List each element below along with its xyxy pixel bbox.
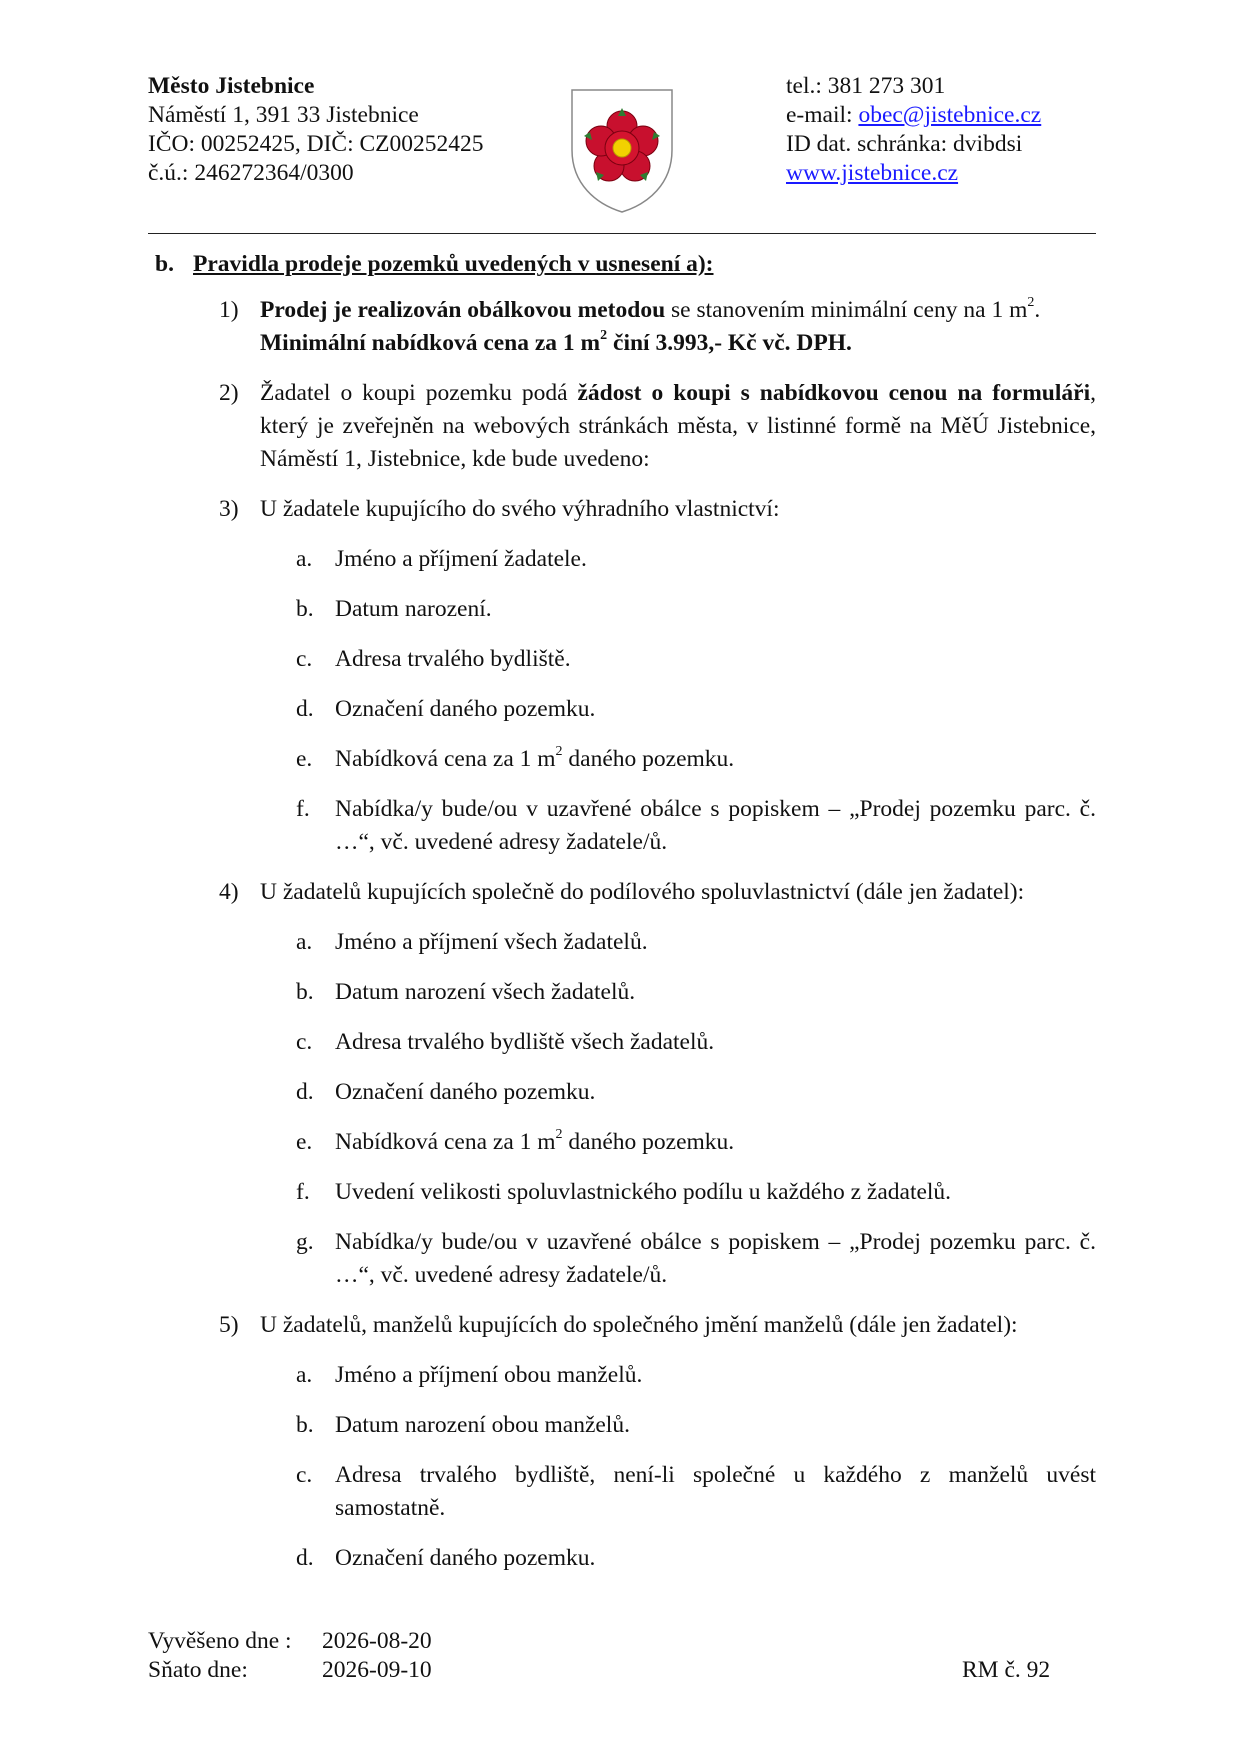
sub-item-5c: c. Adresa trvalého bydliště, není-li společné u každého z manželů uvést samostatně.	[296, 1462, 1096, 1521]
sub-item-5d: d. Označení daného pozemku.	[296, 1545, 596, 1571]
sub-item-4a: a. Jméno a příjmení všech žadatelů.	[296, 929, 648, 955]
org-ico-dic: IČO: 00252425, DIČ: CZ00252425	[148, 131, 484, 157]
rule-item-3: 3) U žadatele kupujícího do svého výhradního vlastnictví:	[219, 496, 780, 522]
sub-item-4f: f. Uvedení velikosti spoluvlastnického podílu u každého z žadatelů.	[296, 1179, 952, 1205]
header-right	[786, 72, 1041, 188]
section-label: b.	[155, 251, 174, 277]
org-address: Náměstí 1, 391 33 Jistebnice	[148, 102, 419, 128]
org-account: č.ú.: 246272364/0300	[148, 160, 354, 186]
sub-item-3f: f. Nabídka/y bude/ou v uzavřené obálce s popiskem – „Prodej pozemku parc. č. …“, vč. uvedené adresy žadatele/ů.	[296, 796, 1096, 855]
sub-item-4g: g. Nabídka/y bude/ou v uzavřené obálce s popiskem – „Prodej pozemku parc. č. …“, vč. uvedené adresy žadatele/ů.	[296, 1229, 1096, 1288]
sub-item-4b: b. Datum narození všech žadatelů.	[296, 979, 636, 1005]
resolution-number: RM č. 92	[962, 1657, 1051, 1683]
rule-item-5: 5) U žadatelů, manželů kupujících do společného jmění manželů (dále jen žadatel):	[219, 1312, 1018, 1338]
rule-item-2: 2) Žadatel o koupi pozemku podá žádost o koupi s nabídkovou cenou na formuláři, který je zveřejněn na webových stránkách města, v listinné formě na MěÚ Jistebnice, Náměstí 1, Jistebnice, kde bude uvedeno:	[219, 380, 1096, 472]
org-email-line: e-mail: obec@jistebnice.cz	[786, 102, 1042, 128]
sub-item-3c: c. Adresa trvalého bydliště.	[296, 646, 571, 672]
removed-line: Sňato dne: 2026-09-10	[148, 1657, 432, 1683]
removed-date: 2026-09-10	[322, 1657, 432, 1683]
sub-item-4e: e. Nabídková cena za 1 $m^2$ daného pozemku.	[296, 1127, 735, 1155]
sub-item-5a: a. Jméno a příjmení obou manželů.	[296, 1362, 643, 1388]
sub-item-3e: e. Nabídková cena za 1 $m^2$ daného pozemku.	[296, 744, 735, 772]
rule-item-1: 1) Prodej je realizován obálkovou metodou se stanovením minimální ceny na 1 $m^2$. Minimální nabídková cena za 1 $m^2$ činí 3.993,- Kč vč. DPH.	[219, 295, 1041, 356]
posted-line: Vyvěšeno dne : 2026-08-20	[148, 1628, 432, 1654]
coat-of-arms-rose-icon	[570, 88, 674, 214]
header-left	[148, 72, 484, 188]
footer-dates	[148, 1627, 432, 1685]
sub-item-4d: d. Označení daného pozemku.	[296, 1079, 596, 1105]
sub-item-3b: b. Datum narození.	[296, 596, 492, 622]
org-databox: ID dat. schránka: dvibdsi	[786, 131, 1023, 157]
website-link[interactable]: www.jistebnice.cz	[786, 160, 959, 186]
sub-item-5b: b. Datum narození obou manželů.	[296, 1412, 630, 1438]
sub-item-4c: c. Adresa trvalého bydliště všech žadatelů.	[296, 1029, 715, 1055]
section-heading	[155, 249, 714, 279]
posted-date: 2026-08-20	[322, 1628, 432, 1654]
sub-item-3d: d. Označení daného pozemku.	[296, 696, 596, 722]
org-phone: tel.: 381 273 301	[786, 73, 946, 99]
header-divider	[148, 233, 1096, 234]
org-name: Město Jistebnice	[148, 73, 315, 99]
org-website-line	[786, 159, 1041, 188]
rule-item-4: 4) U žadatelů kupujících společně do podílového spoluvlastnictví (dále jen žadatel):	[219, 879, 1025, 905]
section-title: Pravidla prodeje pozemků uvedených v usnesení a):	[193, 251, 714, 277]
sub-item-3a: a. Jméno a příjmení žadatele.	[296, 546, 587, 572]
email-link[interactable]: obec@jistebnice.cz	[858, 102, 1042, 128]
rules-list	[148, 294, 1096, 1592]
